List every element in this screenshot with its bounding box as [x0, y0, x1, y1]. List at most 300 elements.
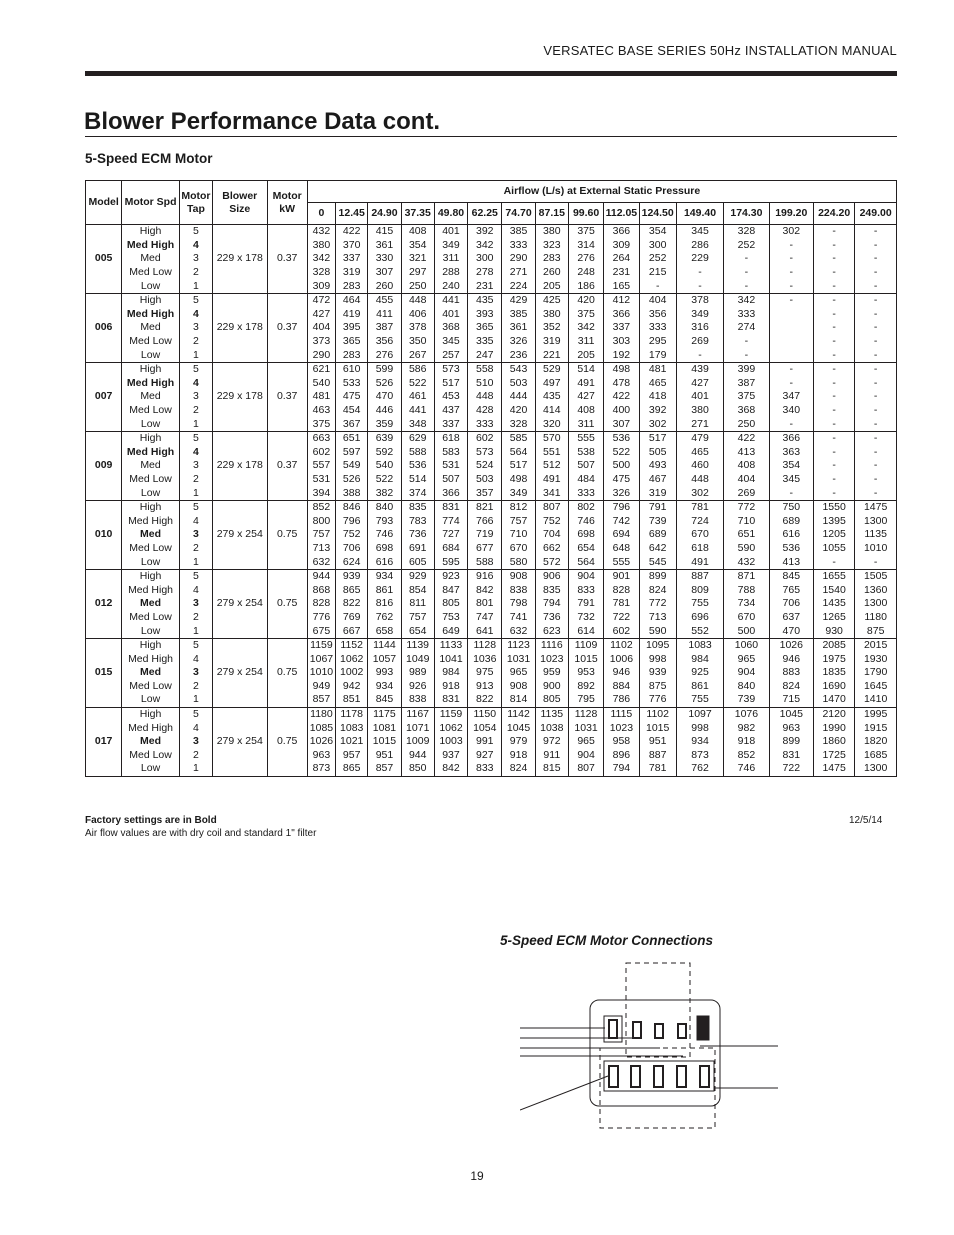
airflow-cell: 335 — [468, 335, 502, 349]
airflow-cell: 746 — [724, 762, 769, 776]
pressure-header: 249.00 — [855, 203, 897, 225]
airflow-cell: 736 — [401, 528, 434, 542]
airflow-cell: 1038 — [535, 721, 568, 735]
airflow-cell: 1128 — [468, 638, 502, 652]
motor-tap-cell: 5 — [179, 707, 212, 721]
airflow-cell: 453 — [434, 390, 467, 404]
bottom-terminal-1 — [609, 1066, 618, 1087]
airflow-cell: 597 — [336, 446, 368, 460]
airflow-cell: 224 — [502, 279, 535, 293]
motor-spd-cell: Med Low — [122, 680, 179, 694]
motor-tap-cell: 5 — [179, 293, 212, 307]
airflow-cell: - — [813, 390, 854, 404]
airflow-cell: 354 — [639, 225, 676, 239]
airflow-cell: 1067 — [307, 652, 335, 666]
airflow-cell: 918 — [434, 680, 467, 694]
airflow-cell: 642 — [639, 542, 676, 556]
airflow-cell: 722 — [769, 762, 813, 776]
motor-spd-cell: Med High — [122, 583, 179, 597]
motor-tap-cell: 1 — [179, 693, 212, 707]
airflow-cell: 833 — [468, 762, 502, 776]
airflow-cell: 446 — [368, 404, 401, 418]
airflow-cell: 1725 — [813, 749, 854, 763]
airflow-cell: 461 — [401, 390, 434, 404]
airflow-cell: 342 — [307, 252, 335, 266]
airflow-cell: 1015 — [368, 735, 401, 749]
blower-size-cell: 279 x 254 — [213, 638, 267, 707]
airflow-cell: 340 — [769, 404, 813, 418]
table-row — [86, 514, 897, 528]
airflow-cell: 385 — [502, 225, 535, 239]
airflow-cell: 422 — [604, 390, 639, 404]
model-cell: 005 — [86, 225, 122, 294]
airflow-cell: 732 — [568, 611, 603, 625]
motor-tap-cell: 1 — [179, 279, 212, 293]
airflow-cell: 586 — [401, 362, 434, 376]
airflow-cell: 887 — [676, 569, 723, 583]
airflow-cell: 375 — [568, 225, 603, 239]
airflow-cell: - — [813, 555, 854, 569]
airflow-cell: 815 — [535, 762, 568, 776]
ecm-motor-connector-diagram — [520, 958, 782, 1134]
col-header-blower-size: Blower Size — [213, 181, 267, 225]
motor-spd-cell: Low — [122, 762, 179, 776]
airflow-cell: 884 — [604, 680, 639, 694]
airflow-cell: 350 — [401, 335, 434, 349]
model-group — [86, 707, 897, 776]
blower-performance-table — [85, 180, 897, 777]
airflow-cell: 913 — [468, 680, 502, 694]
pressure-header: 199.20 — [769, 203, 813, 225]
airflow-cell: 470 — [368, 390, 401, 404]
airflow-cell: 840 — [368, 500, 401, 514]
motor-tap-cell: 5 — [179, 638, 212, 652]
airflow-cell: - — [855, 473, 897, 487]
airflow-cell: 1055 — [813, 542, 854, 556]
airflow-cell: - — [855, 308, 897, 322]
airflow-cell: 658 — [368, 624, 401, 638]
top-terminal-2 — [633, 1022, 641, 1038]
airflow-cell: 734 — [724, 597, 769, 611]
motor-spd-cell: High — [122, 362, 179, 376]
airflow-cell: 1102 — [604, 638, 639, 652]
airflow-cell: 998 — [676, 721, 723, 735]
airflow-cell: 231 — [604, 266, 639, 280]
airflow-cell: 1023 — [604, 721, 639, 735]
airflow-cell: 323 — [535, 239, 568, 253]
motor-tap-cell: 2 — [179, 749, 212, 763]
table-row — [86, 597, 897, 611]
airflow-cell: 507 — [434, 473, 467, 487]
airflow-cell: 427 — [676, 377, 723, 391]
model-group — [86, 431, 897, 500]
airflow-cell: 367 — [336, 417, 368, 431]
table-row — [86, 348, 897, 362]
airflow-cell: 359 — [368, 417, 401, 431]
col-header-motor-spd: Motor Spd — [122, 181, 179, 225]
airflow-cell: 221 — [535, 348, 568, 362]
airflow-cell: 937 — [434, 749, 467, 763]
airflow-cell: 422 — [724, 431, 769, 445]
airflow-cell: 316 — [676, 321, 723, 335]
airflow-cell: 944 — [401, 749, 434, 763]
motor-spd-cell: Med — [122, 321, 179, 335]
airflow-cell: 283 — [336, 279, 368, 293]
airflow-cell: 801 — [468, 597, 502, 611]
airflow-cell: 1010 — [307, 666, 335, 680]
airflow-cell: 464 — [336, 293, 368, 307]
table-row — [86, 611, 897, 625]
table-row — [86, 666, 897, 680]
airflow-cell: 252 — [724, 239, 769, 253]
airflow-cell: 413 — [724, 446, 769, 460]
airflow-cell: 478 — [604, 377, 639, 391]
airflow-cell: 2015 — [855, 638, 897, 652]
airflow-cell: 349 — [502, 486, 535, 500]
table-row — [86, 528, 897, 542]
motor-tap-cell: 5 — [179, 569, 212, 583]
airflow-cell: 846 — [336, 500, 368, 514]
airflow-cell: 531 — [307, 473, 335, 487]
airflow-cell: 399 — [724, 362, 769, 376]
airflow-cell: 269 — [676, 335, 723, 349]
airflow-cell: 742 — [604, 514, 639, 528]
airflow-cell: - — [855, 404, 897, 418]
airflow-cell: 814 — [502, 693, 535, 707]
airflow-cell: - — [769, 266, 813, 280]
airflow-cell: 852 — [307, 500, 335, 514]
airflow-cell: 689 — [769, 514, 813, 528]
airflow-cell: 507 — [568, 459, 603, 473]
airflow-cell: 347 — [769, 390, 813, 404]
model-group — [86, 638, 897, 707]
airflow-cell: 514 — [401, 473, 434, 487]
airflow-cell: 649 — [434, 624, 467, 638]
airflow-cell: 303 — [604, 335, 639, 349]
title-rule — [85, 136, 897, 137]
airflow-cell: 629 — [401, 431, 434, 445]
airflow-cell: - — [855, 362, 897, 376]
airflow-cell: 1010 — [855, 542, 897, 556]
airflow-cell: - — [724, 252, 769, 266]
blower-size-cell: 229 x 178 — [213, 431, 267, 500]
airflow-cell: 757 — [307, 528, 335, 542]
airflow-cell: 319 — [336, 266, 368, 280]
airflow-cell: 1550 — [813, 500, 854, 514]
airflow-cell: 286 — [676, 239, 723, 253]
airflow-cell: 545 — [639, 555, 676, 569]
airflow-cell: 1475 — [813, 762, 854, 776]
airflow-cell: 2120 — [813, 707, 854, 721]
airflow-cell: 505 — [639, 446, 676, 460]
airflow-cell: 342 — [724, 293, 769, 307]
airflow-cell — [769, 308, 813, 322]
airflow-cell: 1081 — [368, 721, 401, 735]
airflow-cell: 319 — [639, 486, 676, 500]
airflow-cell: 585 — [502, 431, 535, 445]
factory-settings-note: Factory settings are in Bold — [85, 815, 217, 826]
airflow-cell: 385 — [502, 308, 535, 322]
airflow-cell: 791 — [568, 597, 603, 611]
airflow-cell: 411 — [368, 308, 401, 322]
airflow-cell: 602 — [307, 446, 335, 460]
airflow-cell: 1150 — [468, 707, 502, 721]
airflow-cell: 800 — [307, 514, 335, 528]
blower-size-cell: 229 x 178 — [213, 225, 267, 294]
table-row — [86, 404, 897, 418]
airflow-cell: 887 — [639, 749, 676, 763]
airflow-cell: 965 — [502, 666, 535, 680]
airflow-cell: 418 — [639, 390, 676, 404]
table-row — [86, 377, 897, 391]
airflow-cell: 428 — [468, 404, 502, 418]
table-row — [86, 762, 897, 776]
airflow-cell: 320 — [535, 417, 568, 431]
motor-spd-cell: Med Low — [122, 335, 179, 349]
airflow-cell: 755 — [676, 693, 723, 707]
table-row — [86, 652, 897, 666]
airflow-cell: 1060 — [724, 638, 769, 652]
airflow-cell: 828 — [604, 583, 639, 597]
airflow-cell: 816 — [368, 597, 401, 611]
airflow-cell: 998 — [639, 652, 676, 666]
airflow-cell: 798 — [502, 597, 535, 611]
airflow-cell: 588 — [468, 555, 502, 569]
motor-kw-cell: 0.75 — [267, 707, 307, 776]
airflow-cell: - — [855, 486, 897, 500]
airflow-cell: - — [813, 321, 854, 335]
airflow-cell: 526 — [336, 473, 368, 487]
airflow-cell: 838 — [502, 583, 535, 597]
motor-spd-cell: High — [122, 500, 179, 514]
motor-kw-cell: 0.37 — [267, 431, 307, 500]
airflow-cell: 387 — [368, 321, 401, 335]
airflow-cell: 670 — [724, 611, 769, 625]
airflow-cell: 639 — [368, 431, 401, 445]
airflow-cell: 583 — [434, 446, 467, 460]
airflow-cell: 1655 — [813, 569, 854, 583]
airflow-cell: 838 — [401, 693, 434, 707]
airflow-cell: 314 — [568, 239, 603, 253]
airflow-cell: 916 — [468, 569, 502, 583]
airflow-cell: 1135 — [535, 707, 568, 721]
airflow-cell: 470 — [769, 624, 813, 638]
motor-kw-cell: 0.75 — [267, 500, 307, 569]
airflow-cell: 380 — [535, 225, 568, 239]
airflow-cell: - — [855, 555, 897, 569]
airflow-cell: 835 — [535, 583, 568, 597]
airflow-cell: 696 — [676, 611, 723, 625]
airflow-cell: 491 — [676, 555, 723, 569]
airflow-cell: 283 — [336, 348, 368, 362]
airflow-cell: 435 — [468, 293, 502, 307]
airflow-cell: 500 — [724, 624, 769, 638]
airflow-cell: - — [676, 266, 723, 280]
table-row — [86, 459, 897, 473]
airflow-cell: 290 — [502, 252, 535, 266]
airflow-cell: 845 — [769, 569, 813, 583]
airflow-cell: 319 — [535, 335, 568, 349]
col-header-motor-tap: Motor Tap — [179, 181, 212, 225]
airflow-cell: 904 — [724, 666, 769, 680]
airflow-cell: 739 — [724, 693, 769, 707]
airflow-cell: 1002 — [336, 666, 368, 680]
airflow-cell: 927 — [468, 749, 502, 763]
airflow-cell: 538 — [568, 446, 603, 460]
airflow-cell: 572 — [535, 555, 568, 569]
airflow-cell: 623 — [535, 624, 568, 638]
airflow-cell: - — [813, 239, 854, 253]
table-row — [86, 500, 897, 514]
airflow-cell: 517 — [434, 377, 467, 391]
table-row — [86, 446, 897, 460]
airflow-cell: 400 — [604, 404, 639, 418]
airflow-cell: 724 — [676, 514, 723, 528]
airflow-cell: 419 — [336, 308, 368, 322]
airflow-cell: 1102 — [639, 707, 676, 721]
airflow-cell: 835 — [401, 500, 434, 514]
airflow-cell: 454 — [336, 404, 368, 418]
airflow-cell: 404 — [639, 293, 676, 307]
airflow-cell: 481 — [307, 390, 335, 404]
airflow-cell: 165 — [604, 279, 639, 293]
airflow-cell: 739 — [639, 514, 676, 528]
airflow-cell: 616 — [368, 555, 401, 569]
airflow-cell: - — [676, 348, 723, 362]
blower-size-cell: 279 x 254 — [213, 500, 267, 569]
motor-tap-cell: 2 — [179, 473, 212, 487]
airflow-cell: 427 — [307, 308, 335, 322]
airflow-cell: 651 — [724, 528, 769, 542]
airflow-cell: 348 — [401, 417, 434, 431]
airflow-cell: 328 — [307, 266, 335, 280]
airflow-cell: 522 — [368, 473, 401, 487]
airflow-cell: 632 — [502, 624, 535, 638]
airflow-cell: 752 — [336, 528, 368, 542]
airflow-cell: 691 — [401, 542, 434, 556]
airflow-cell: 713 — [639, 611, 676, 625]
airflow-cell: 852 — [724, 749, 769, 763]
blower-size-cell: 229 x 178 — [213, 293, 267, 362]
airflow-cell: 965 — [568, 735, 603, 749]
airflow-cell: 900 — [535, 680, 568, 694]
airflow-cell: 529 — [535, 362, 568, 376]
airflow-cell: 229 — [676, 252, 723, 266]
airflow-cell: 1085 — [307, 721, 335, 735]
airflow-cell: 345 — [769, 473, 813, 487]
airflow-cell: 957 — [336, 749, 368, 763]
airflow-cell: 1097 — [676, 707, 723, 721]
airflow-cell: 356 — [639, 308, 676, 322]
airflow-cell: 588 — [401, 446, 434, 460]
airflow-cell: 1159 — [434, 707, 467, 721]
table-row — [86, 431, 897, 445]
col-header-airflow: Airflow (L/s) at External Static Pressure — [307, 181, 896, 203]
airflow-cell: 1076 — [724, 707, 769, 721]
airflow-cell: 517 — [639, 431, 676, 445]
table-row — [86, 279, 897, 293]
airflow-cell: 812 — [502, 500, 535, 514]
airflow-cell: 401 — [676, 390, 723, 404]
airflow-cell: - — [855, 377, 897, 391]
airflow-cell: 1133 — [434, 638, 467, 652]
header-rule — [85, 71, 897, 76]
airflow-cell: 413 — [769, 555, 813, 569]
airflow-cell: 387 — [724, 377, 769, 391]
airflow-cell: 824 — [769, 680, 813, 694]
airflow-cell: 762 — [368, 611, 401, 625]
airflow-cell: 993 — [368, 666, 401, 680]
airflow-cell: 493 — [639, 459, 676, 473]
col-header-model: Model — [86, 181, 122, 225]
section-title: 5-Speed ECM Motor — [85, 151, 213, 166]
table-row — [86, 473, 897, 487]
airflow-cell: 1265 — [813, 611, 854, 625]
airflow-cell: 333 — [468, 417, 502, 431]
airflow-cell: 791 — [639, 500, 676, 514]
airflow-cell: - — [769, 362, 813, 376]
airflow-cell: 328 — [502, 417, 535, 431]
airflow-cell: 857 — [307, 693, 335, 707]
airflow-cell: 934 — [368, 680, 401, 694]
motor-tap-cell: 3 — [179, 390, 212, 404]
motor-tap-cell: 2 — [179, 680, 212, 694]
airflow-cell: 925 — [676, 666, 723, 680]
airflow-cell: 1300 — [855, 597, 897, 611]
airflow-cell: - — [855, 390, 897, 404]
motor-tap-cell: 5 — [179, 500, 212, 514]
airflow-cell: 269 — [724, 486, 769, 500]
motor-spd-cell: Med Low — [122, 404, 179, 418]
airflow-cell: 414 — [535, 404, 568, 418]
airflow-cell: 807 — [568, 762, 603, 776]
airflow-cell: 215 — [639, 266, 676, 280]
airflow-cell: 205 — [568, 348, 603, 362]
airflow-cell: 979 — [502, 735, 535, 749]
airflow-cell: 408 — [401, 225, 434, 239]
airflow-cell: 875 — [639, 680, 676, 694]
airflow-cell: 698 — [368, 542, 401, 556]
airflow-cell: 517 — [502, 459, 535, 473]
airflow-cell: 439 — [676, 362, 723, 376]
airflow-cell: 300 — [639, 239, 676, 253]
airflow-cell: 555 — [568, 431, 603, 445]
airflow-cell: 1835 — [813, 666, 854, 680]
pressure-header: 224.20 — [813, 203, 854, 225]
airflow-cell: - — [855, 293, 897, 307]
airflow-cell: 444 — [502, 390, 535, 404]
airflow-cell: - — [855, 459, 897, 473]
airflow-cell: 307 — [368, 266, 401, 280]
airflow-cell: 605 — [401, 555, 434, 569]
airflow-cell: - — [813, 293, 854, 307]
airflow-cell: 1995 — [855, 707, 897, 721]
airflow-cell: 811 — [401, 597, 434, 611]
motor-spd-cell: Med High — [122, 652, 179, 666]
airflow-cell: 526 — [368, 377, 401, 391]
airflow-cell: 944 — [307, 569, 335, 583]
airflow-cell: 1109 — [568, 638, 603, 652]
airflow-cell: 345 — [434, 335, 467, 349]
airflow-cell: 599 — [368, 362, 401, 376]
airflow-cell: 1540 — [813, 583, 854, 597]
airflow-cell: 276 — [368, 348, 401, 362]
airflow-cell: 1435 — [813, 597, 854, 611]
airflow-cell: 822 — [468, 693, 502, 707]
table-row — [86, 225, 897, 239]
pressure-header: 37.35 — [401, 203, 434, 225]
airflow-cell: 1470 — [813, 693, 854, 707]
